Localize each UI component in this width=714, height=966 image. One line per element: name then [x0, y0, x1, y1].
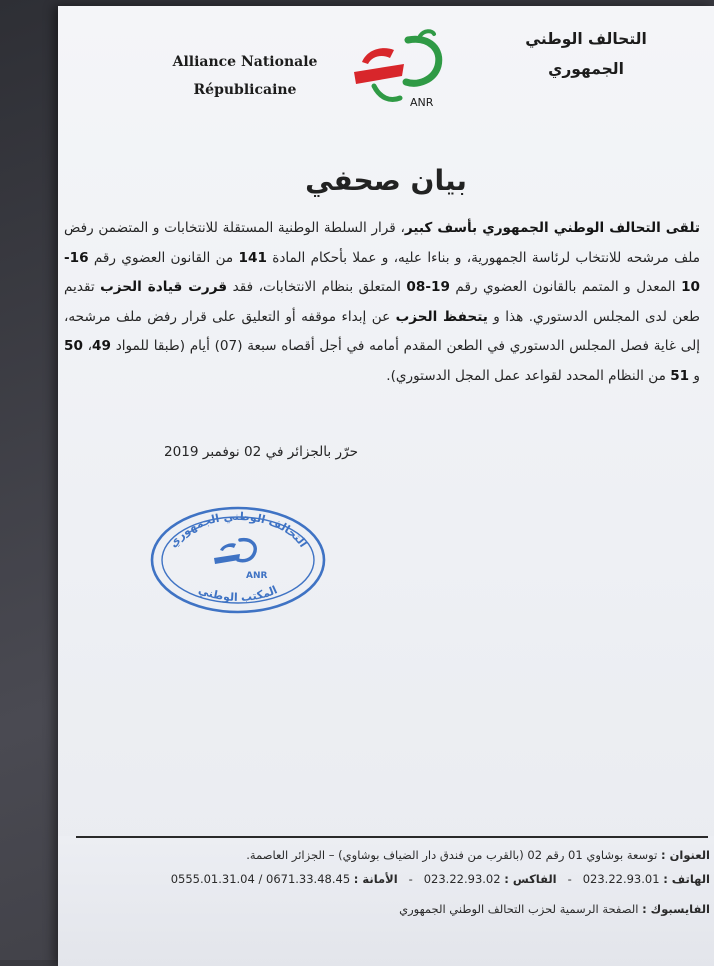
- secretariat-label: الأمانة :: [353, 872, 398, 886]
- body-segment: و: [689, 367, 700, 384]
- facebook-value: الصفحة الرسمية لحزب التحالف الوطني الجمهوري: [399, 902, 639, 916]
- body-segment: من القانون العضوي رقم: [88, 249, 239, 266]
- body-segment: تقديم طعن لدى المجلس الدستوري. هذا و: [64, 279, 700, 325]
- logo-green-dot: [420, 31, 434, 36]
- logo-green-tail: [374, 86, 400, 100]
- stamp-logo-letters: ANR: [246, 571, 268, 581]
- address-value: توسعة بوشاوي 01 رقم 02 (بالقرب من فندق دار الضياف بوشاوي) – الجزائر العاصمة.: [246, 848, 658, 862]
- official-stamp: [148, 504, 328, 616]
- party-logo: [344, 26, 456, 114]
- body-segment: المتعلق بنظام الانتخابات، فقد: [227, 279, 407, 295]
- phone-label: الهاتف :: [663, 872, 710, 886]
- footer-contacts: [58, 872, 710, 886]
- fax-label: الفاكس :: [504, 872, 557, 886]
- stamp-logo-hook: [220, 543, 236, 551]
- stamp-top-text: التحالف الوطني الجمهوري: [166, 509, 310, 550]
- logo-green-arc: [406, 39, 439, 83]
- facebook-label: الفايسبوك :: [642, 902, 710, 916]
- party-name-arabic-line2: الجمهوري: [548, 60, 624, 78]
- party-name-french-line1: Alliance Nationale: [172, 54, 318, 70]
- secretariat-value: 0555.01.31.04 / 0671.33.48.45: [170, 872, 351, 886]
- body-segment: المعدل و المتمم بالقانون العضوي رقم: [449, 279, 682, 295]
- footer-facebook: [58, 902, 710, 916]
- footer-divider: [76, 836, 708, 838]
- press-release-page: [58, 6, 714, 966]
- body-opening: تلقى التحالف الوطني الجمهوري بأسف كبير: [404, 220, 700, 236]
- phone-value: 023.22.93.01: [582, 872, 660, 886]
- stamp-bottom-text: المكتب الوطني: [196, 583, 280, 605]
- party-name-arabic: [486, 24, 686, 84]
- contact-separator: -: [567, 872, 572, 886]
- date-place-line: حرّر بالجزائر في 02 نوفمبر 2019: [163, 444, 358, 460]
- body-segment: ،: [82, 338, 93, 354]
- address-label: العنوان :: [660, 848, 710, 862]
- body-segment: ، قرار السلطة الوطنية المستقلة للانتخابات و المتضمن رفض ملف مرشحه للانتخاب لرئاسة الجمهورية، و بناءا عليه، و عملا بأحكام المادة: [64, 220, 700, 266]
- body-emphasis: يتحفظ الحزب: [395, 308, 488, 325]
- party-name-french: [140, 48, 350, 104]
- logo-red-stroke: [354, 64, 404, 84]
- article-number: 51: [670, 367, 690, 384]
- press-release-body: [64, 214, 700, 391]
- document-title: بيان صحفي: [305, 164, 467, 197]
- contact-separator: -: [408, 872, 413, 886]
- body-segment: من النظام المحدد لقواعد عمل المجل الدستوري).: [386, 367, 671, 384]
- body-emphasis: قررت قيادة الحزب: [100, 279, 228, 295]
- logo-letters: ANR: [410, 96, 434, 109]
- party-name-arabic-line1: التحالف الوطني: [525, 30, 647, 48]
- law-number: 19-08: [406, 279, 450, 295]
- stamp-logo-stroke: [214, 554, 240, 564]
- law-number: 16-10: [64, 249, 700, 295]
- article-number: 49: [92, 338, 111, 354]
- article-number: 50: [64, 338, 83, 354]
- article-number: 141: [238, 249, 267, 266]
- logo-red-hook: [362, 48, 394, 64]
- footer-address: [58, 848, 710, 862]
- body-segment: عن إبداء موقفه أو التعليق على قرار رفض ملف مرشحه، إلى غاية فصل المجلس الدستوري في الطعن المقدم أمامه في أجل أقصاه سبعة (07) أيام (طبقا للمواد: [64, 308, 700, 354]
- party-name-french-line2: Républicaine: [193, 82, 297, 98]
- fax-value: 023.22.93.02: [423, 872, 501, 886]
- stamp-logo-arc: [238, 540, 255, 561]
